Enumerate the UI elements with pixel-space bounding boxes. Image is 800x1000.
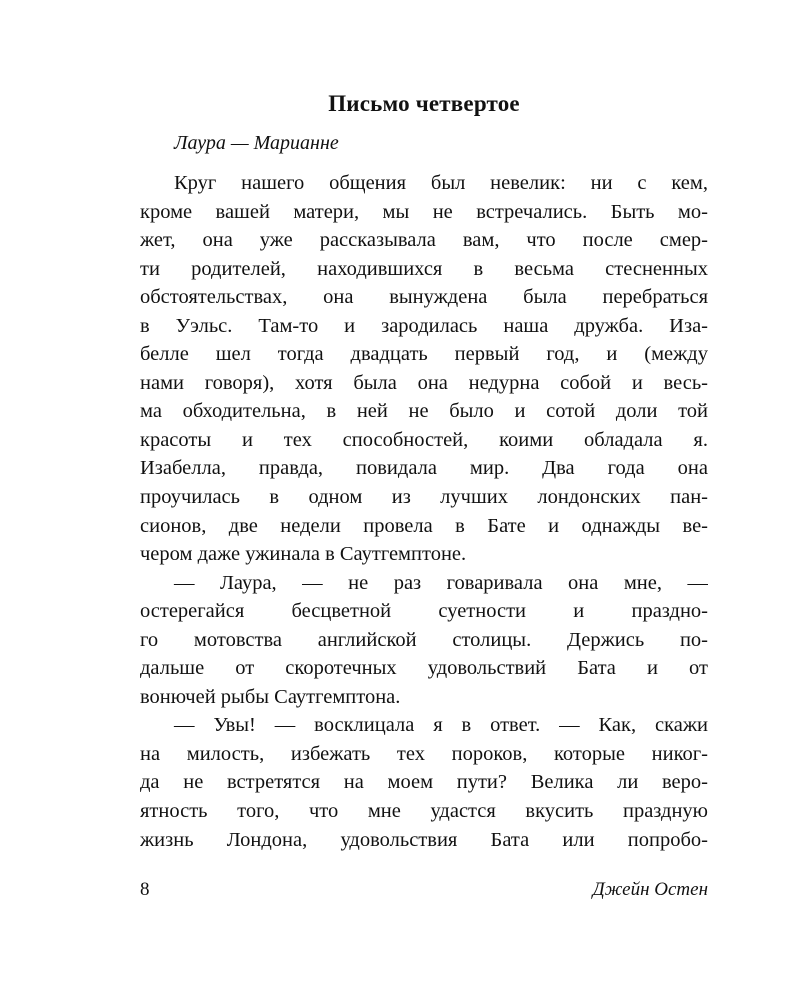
- text-line: вонючей рыбы Саутгемптона.: [140, 685, 401, 708]
- page-number: 8: [140, 879, 150, 900]
- text-line: дальше от скоротечных удовольствий Бата и от: [140, 657, 708, 680]
- text-line: жизнь Лондона, удовольствия Бата или попробо-: [140, 828, 708, 851]
- text-line: жет, она уже рассказывала вам, что после смер-: [140, 229, 708, 252]
- text-line: остерегайся бесцветной суетности и праздно-: [140, 600, 708, 623]
- text-line: кроме вашей матери, мы не встречались. Быть мо-: [140, 200, 708, 223]
- body-text: [140, 169, 708, 854]
- text-line: — Лаура, — не раз говаривала она мне, —: [174, 571, 708, 594]
- text-line: в Уэльс. Там-то и зародилась наша дружба. Иза-: [140, 314, 708, 337]
- text-line: — Увы! — восклицала я в ответ. — Как, скажи: [174, 714, 708, 737]
- text-line: да не встретятся на моем пути? Велика ли веро-: [140, 771, 708, 794]
- text-line: ятность того, что мне удастся вкусить праздную: [140, 800, 708, 823]
- text-line: Изабелла, правда, повидала мир. Два года она: [140, 457, 708, 480]
- text-line: ти родителей, находившихся в весьма стесненных: [140, 257, 708, 280]
- text-line: Круг нашего общения был невелик: ни с кем,: [174, 172, 708, 194]
- text-line: го мотовства английской столицы. Держись по-: [140, 628, 708, 651]
- page-footer: [140, 875, 708, 905]
- text-line: обстоятельствах, она вынуждена была перебраться: [140, 286, 708, 309]
- text-line: сионов, две недели провела в Бате и однажды ве-: [140, 514, 708, 537]
- text-line: нами говоря), хотя была она недурна собой и весь-: [140, 371, 708, 394]
- text-line: красоты и тех способностей, коими обладала я.: [140, 428, 708, 451]
- text-line: проучилась в одном из лучших лондонских пан-: [140, 486, 708, 509]
- text-line: белле шел тогда двадцать первый год, и (между: [140, 343, 708, 366]
- book-page: [140, 0, 708, 1000]
- running-head-author: Джейн Остен: [592, 879, 708, 900]
- text-line: на милость, избежать тех пороков, которые никог-: [140, 742, 708, 765]
- text-line: ма обходительна, в ней не было и сотой доли той: [140, 400, 708, 423]
- text-line: чером даже ужинала в Саутгемптоне.: [140, 543, 467, 566]
- chapter-title: Письмо четвертое: [328, 91, 520, 116]
- letter-subtitle: Лаура — Марианне: [174, 132, 339, 154]
